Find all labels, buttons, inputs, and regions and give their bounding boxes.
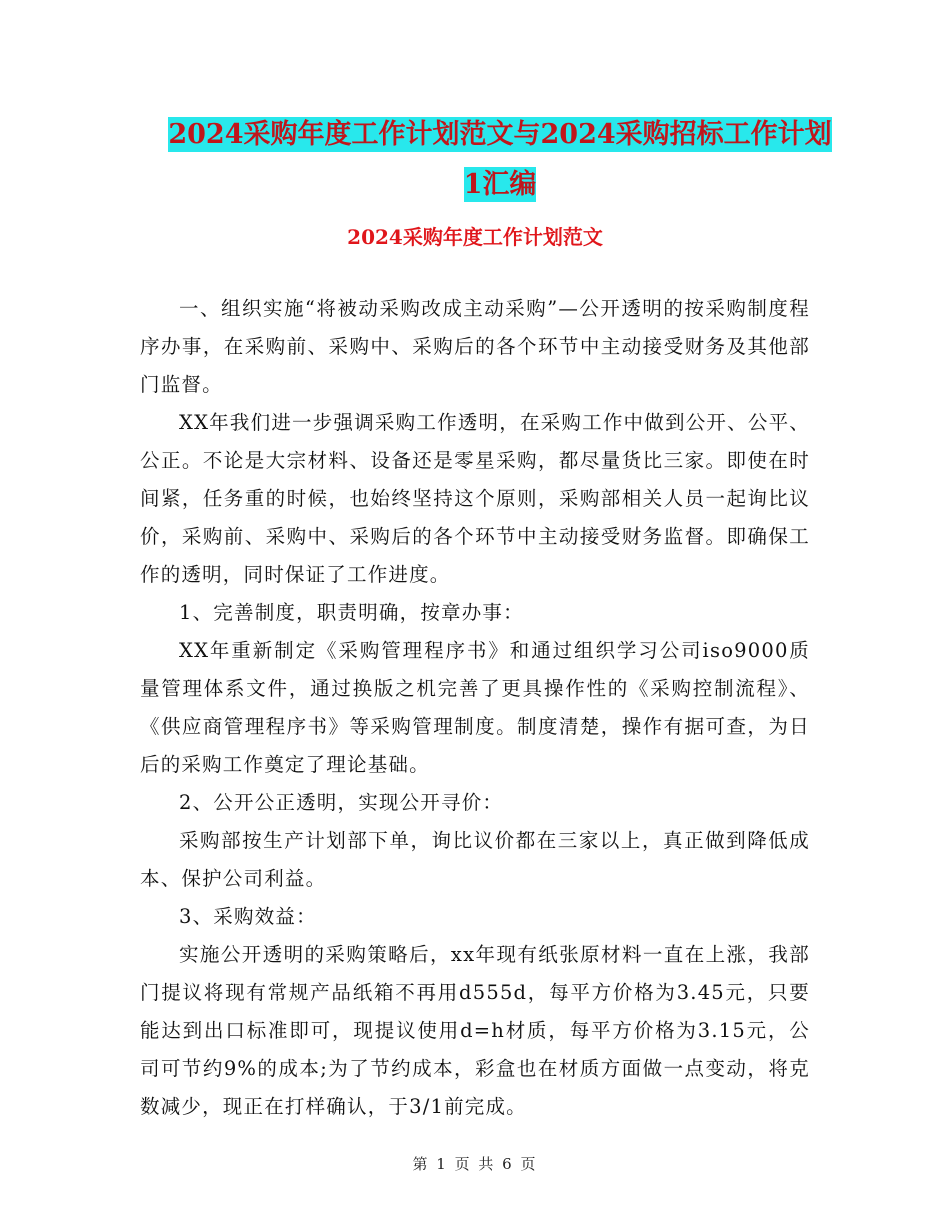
document-title-line1: 2024采购年度工作计划范文与2024采购招标工作计划 — [168, 119, 832, 150]
paragraph-5: 2、公开公正透明，实现公开寻价： — [179, 791, 504, 814]
paragraph-4: XX年重新制定《采购管理程序书》和通过组织学习公司iso9000质量管理体系文件，通过换版之机完善了更具操作性的《采购控制流程》、《供应商管理程序书》等采购管理制度。制度清楚，操作有据可查，为日后的采购工作奠定了理论基础。 — [140, 639, 810, 776]
document-title — [140, 110, 860, 210]
section-heading: 2024采购年度工作计划范文 — [347, 225, 603, 249]
page-footer: 第 1 页 共 6 页 — [412, 1155, 538, 1173]
paragraph-1: 一、组织实施“将被动采购改成主动采购”—公开透明的按采购制度程序办事，在采购前、采购中、采购后的各个环节中主动接受财务及其他部门监督。 — [140, 297, 810, 396]
paragraph-2: XX年我们进一步强调采购工作透明，在采购工作中做到公开、公平、公正。不论是大宗材料、设备还是零星采购，都尽量货比三家。即使在时间紧，任务重的时候，也始终坚持这个原则，采购部相关人员一起询比议价，采购前、采购中、采购后的各个环节中主动接受财务监督。即确保工作的透明，同时保证了工作进度。 — [140, 411, 810, 586]
paragraph-8: 实施公开透明的采购策略后，xx年现有纸张原材料一直在上涨，我部门提议将现有常规产品纸箱不再用d555d，每平方价格为3.45元，只要能达到出口标准即可，现提议使用d=h材质，每平方价格为3.15元，公司可节约9%的成本;为了节约成本，彩盒也在材质方面做一点变动，将克数减少，现正在打样确认，于3/1前完成。 — [140, 943, 810, 1118]
document-title-line2: 1汇编 — [463, 169, 537, 200]
paragraph-6: 采购部按生产计划部下单，询比议价都在三家以上，真正做到降低成本、保护公司利益。 — [140, 829, 810, 890]
body-text — [140, 290, 810, 1126]
paragraph-3: 1、完善制度，职责明确，按章办事： — [179, 601, 524, 624]
paragraph-7: 3、采购效益： — [179, 905, 317, 928]
